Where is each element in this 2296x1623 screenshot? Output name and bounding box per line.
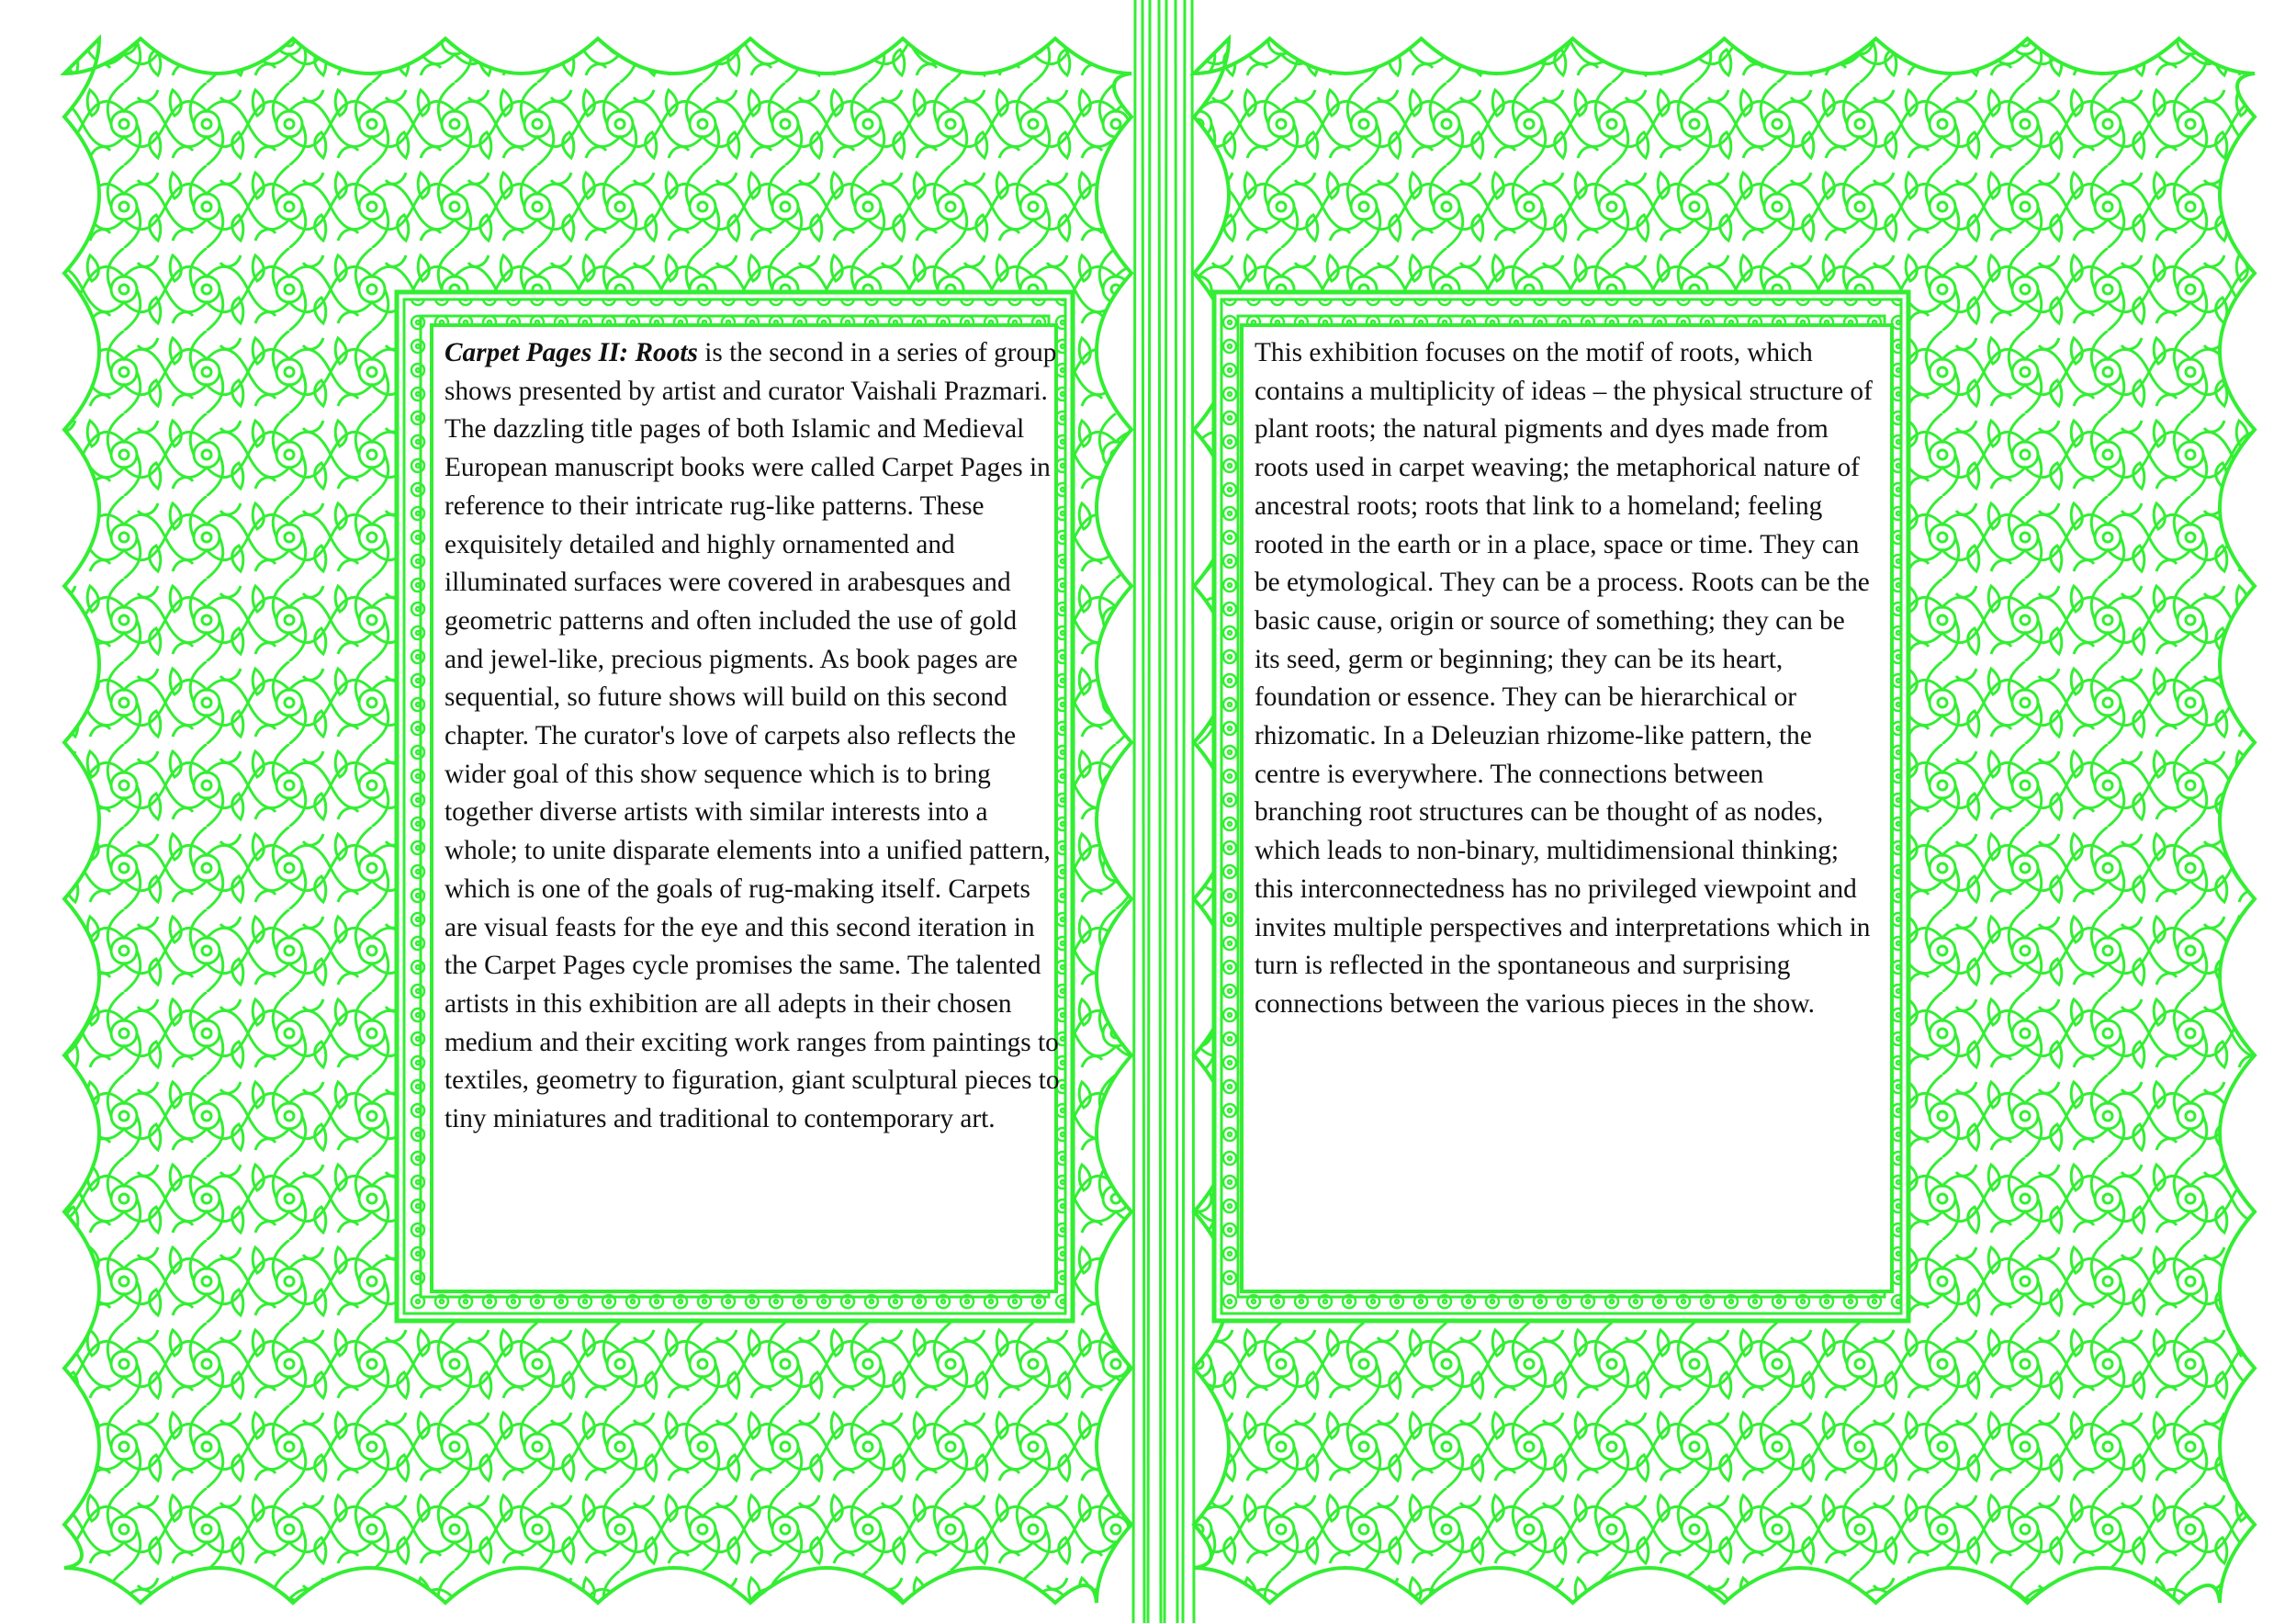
ornament-layer	[64, 0, 2255, 1623]
gutter-line	[1165, 0, 1166, 1623]
gutter-line	[1133, 0, 1135, 1623]
gutter-line	[1142, 0, 1144, 1623]
right-page-body: This exhibition focuses on the motif of roots, which contains a multiplicity of ideas – the physical structure of plant roots; the natural pigments and dyes made from roots used in carpet weaving; the metaphorical nature of ancestral roots; roots that link to a homeland; feeling rooted in the earth or in a place, space or time. They can be etymological. They can be a process. Roots can be the basic cause, origin or source of something; they can be its seed, germ or beginning; they can be its heart, foundation or essence. They can be hierarchical or rhizomatic. In a Deleuzian rhizome-like pattern, the centre is everywhere. The connections between branching root structures can be thought of as nodes, which leads to non-binary, multidimensional thinking; this interconnectedness has no privileged viewpoint and invites multiple perspectives and interpretations which in turn is reflected in the spontaneous and surprising connections between the various pieces in the show.	[1255, 338, 1873, 1019]
gutter-line	[1159, 0, 1161, 1623]
gutter-line	[1183, 0, 1185, 1623]
gutter-line	[1148, 0, 1150, 1623]
gutter-line	[1176, 0, 1177, 1623]
gutter-line	[1192, 0, 1194, 1623]
exhibition-title: Carpet Pages II: Roots	[445, 338, 698, 367]
left-page-body: is the second in a series of group shows presented by artist and curator Vaishali Prazmari. The dazzling title pages of both Islamic and Medieval European manuscript books were called Carpet Pages in reference to their intricate rug-like patterns. These exquisitely detailed and highly ornamented and illuminated surfaces were covered in arabesques and geometric patterns and often included the use of gold and jewel-like, precious pigments. As book pages are sequential, so future shows will build on this second chapter. The curator's love of carpets also reflects the wider goal of this show sequence which is to bring together diverse artists with similar interests into a whole; to unite disparate elements into a unified pattern, which is one of the goals of rug-making itself. Carpets are visual feasts for the eye and this second iteration in the Carpet Pages cycle promises the same. The talented artists in this exhibition are all adepts in their chosen medium and their exciting work ranges from paintings to textiles, geometry to figuration, giant sculptural pieces to tiny miniatures and traditional to contemporary art.	[445, 338, 1060, 1134]
left-page-text	[445, 334, 1060, 1290]
right-page-text	[1255, 334, 1874, 1290]
